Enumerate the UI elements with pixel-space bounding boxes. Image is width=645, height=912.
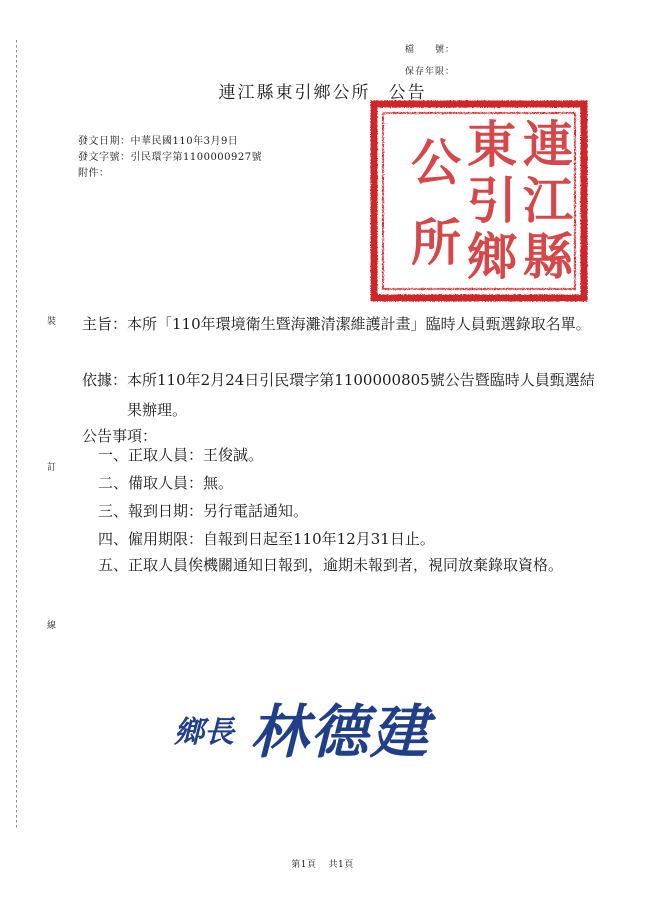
binding-mark-xian: 線 <box>47 616 56 633</box>
notice-items-header: 公告事項： <box>82 427 158 445</box>
issue-date: 發文日期：中華民國110年3月9日 <box>78 136 239 147</box>
item-text: 僱用期限：自報到日起至110年12月31日止。 <box>128 530 435 548</box>
attachment-label: 附件： <box>78 168 110 179</box>
item-text: 正取人員俟機關通知日報到，逾期未報到者，視同放棄錄取資格。 <box>128 556 564 574</box>
subject-text: 本所「110年環境衛生暨海灘清潔維護計畫」臨時人員甄選錄取名單。 <box>127 315 591 333</box>
page-footer <box>0 857 645 870</box>
item-text: 備取人員：無。 <box>128 474 234 492</box>
binding-line <box>16 40 17 830</box>
document-type: 公告 <box>388 83 427 103</box>
seal-character: 縣 <box>523 227 573 286</box>
item-number: 一、 <box>98 446 129 464</box>
agency-name: 連江縣東引鄉公所 <box>218 83 371 103</box>
notice-item <box>98 551 598 579</box>
binding-mark-ding: 訂 <box>47 458 56 475</box>
seal-character: 公 <box>411 133 461 192</box>
notice-item <box>98 525 598 553</box>
document-number: 發文字號：引民環字第1100000927號 <box>78 152 263 163</box>
page-number: 第1頁 <box>291 860 317 870</box>
item-text: 正取人員：王俊誠。 <box>128 446 264 464</box>
subject-row <box>82 309 602 339</box>
seal-character: 連 <box>523 115 573 174</box>
retention-label: 保存年限： <box>405 67 456 77</box>
seal-character: 江 <box>523 171 573 230</box>
seal-character: 所 <box>411 213 461 272</box>
binding-mark-zhuang: 裝 <box>47 312 56 329</box>
item-number: 二、 <box>98 474 129 492</box>
item-number: 三、 <box>98 502 129 520</box>
item-number: 五、 <box>98 556 129 574</box>
seal-character: 鄉 <box>467 227 517 286</box>
notice-item <box>98 441 598 469</box>
notice-item <box>98 469 598 497</box>
mayor-signature <box>170 690 470 780</box>
signature-title: 鄉長 <box>174 715 234 750</box>
basis-text: 本所110年2月24日引民環字第1100000805號公告暨臨時人員甄選結果辦理。 <box>127 371 595 419</box>
seal-character: 東 <box>467 115 517 174</box>
basis-label: 依據： <box>82 371 128 389</box>
notice-item <box>98 497 598 525</box>
basis-row <box>82 365 602 425</box>
official-seal <box>370 100 588 302</box>
seal-character: 引 <box>467 171 517 230</box>
signature-name: 林德建 <box>250 698 431 766</box>
item-number: 四、 <box>98 530 129 548</box>
subject-label: 主旨： <box>82 315 128 333</box>
file-number-label: 檔 號： <box>405 45 456 55</box>
page-total: 共1頁 <box>328 860 354 870</box>
item-text: 報到日期：另行電話通知。 <box>128 502 309 520</box>
